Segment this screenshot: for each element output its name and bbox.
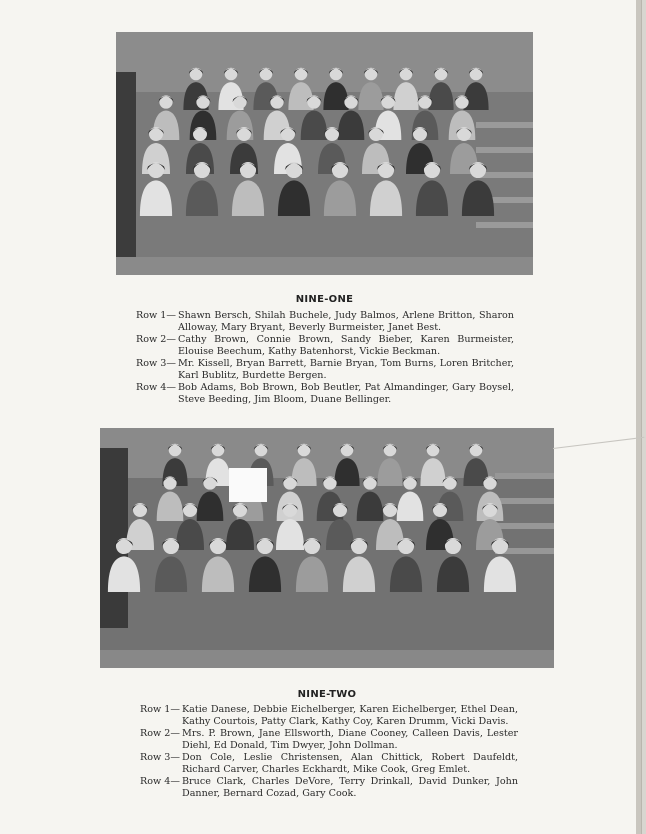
row-names: Cathy Brown, Connie Brown, Sandy Bieber, Karen Burmeister, Elouise Beechum, Kathy Batenhorst, Vickie Beckman. (178, 334, 514, 357)
row-entry (140, 776, 518, 800)
row-label: Row 1— (140, 704, 180, 715)
row-label: Row 2— (136, 334, 176, 345)
row-entry (136, 382, 514, 406)
row-label: Row 4— (140, 776, 180, 787)
paper-cutout (229, 468, 267, 502)
row-entry (136, 310, 514, 334)
row-entry (140, 728, 518, 752)
paper-crease (553, 437, 644, 449)
row-names: Mrs. P. Brown, Jane Ellsworth, Diane Cooney, Calleen Davis, Lester Diehl, Ed Donald, Tim Dwyer, John Dollman. (182, 728, 518, 751)
name-list-nine-two (140, 704, 518, 800)
row-label: Row 3— (140, 752, 180, 763)
row-entry (140, 752, 518, 776)
section-title-nine-one: NINE-ONE (295, 294, 354, 305)
page-edge (636, 0, 641, 834)
class-photo-nine-one (116, 32, 533, 275)
row-entry (136, 334, 514, 358)
row-names: Katie Danese, Debbie Eichelberger, Karen Eichelberger, Ethel Dean, Kathy Courtois, Patty Clark, Kathy Coy, Karen Drumm, Vicki Davis. (182, 704, 518, 727)
row-names: Bob Adams, Bob Brown, Bob Beutler, Pat Almandinger, Gary Boysel, Steve Beeding, Jim Bloom, Duane Bellinger. (178, 382, 514, 405)
row-label: Row 2— (140, 728, 180, 739)
class-photo-nine-two-image (100, 428, 554, 668)
class-photo-nine-two (100, 428, 554, 668)
class-photo-nine-one-image (116, 32, 533, 275)
row-label: Row 4— (136, 382, 176, 393)
row-entry (136, 358, 514, 382)
row-names: Shawn Bersch, Shilah Buchele, Judy Balmos, Arlene Britton, Sharon Alloway, Mary Bryant, Beverly Burmeister, Janet Best. (178, 310, 514, 333)
row-names: Mr. Kissell, Bryan Barrett, Barnie Bryan, Tom Burns, Loren Britcher, Karl Bublitz, Burdette Bergen. (178, 358, 514, 381)
name-list-nine-one (136, 310, 514, 406)
row-names: Don Cole, Leslie Christensen, Alan Chittick, Robert Daufeldt, Richard Carver, Charles Eckhardt, Mike Cook, Greg Emlet. (182, 752, 518, 775)
row-names: Bruce Clark, Charles DeVore, Terry Drinkall, David Dunker, John Danner, Bernard Cozad, Gary Cook. (182, 776, 518, 799)
section-title-nine-two: NINE-TWO (297, 689, 357, 700)
row-label: Row 1— (136, 310, 176, 321)
row-entry (140, 704, 518, 728)
row-label: Row 3— (136, 358, 176, 369)
